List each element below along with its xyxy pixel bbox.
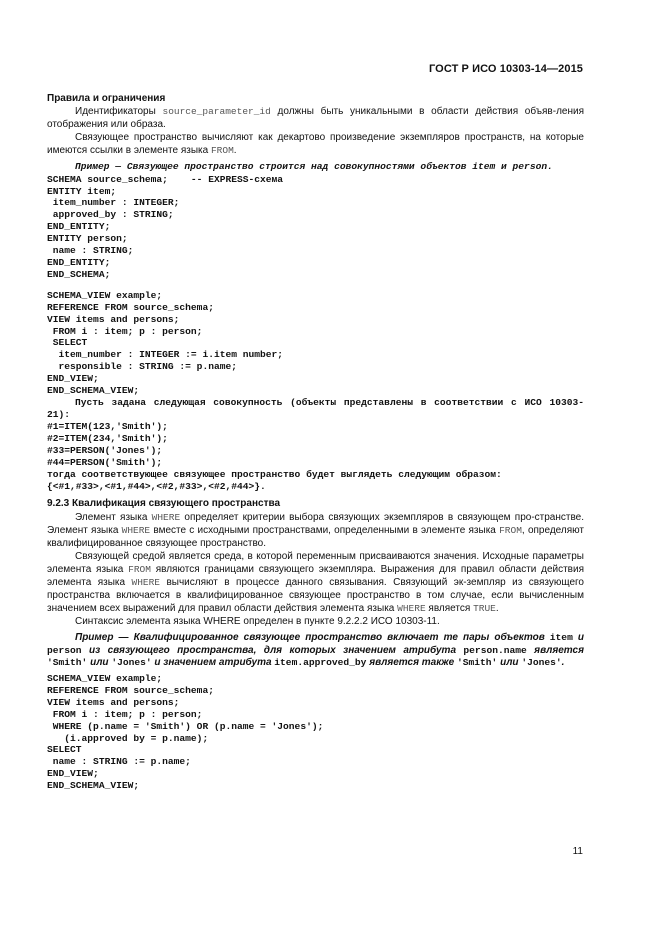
page-content — [47, 92, 584, 792]
subsection-heading: 9.2.3 Квалификация связующего пространства — [47, 498, 281, 510]
paragraph: Идентификаторы source_parameter_id должны быть уникальными в области действия объяв-ления отображения или образа. — [47, 106, 584, 131]
paragraph: Связующее пространство вычисляют как декартово произведение экземпляров пространств, на которые имеются ссылки в элементе языка FROM. — [47, 132, 584, 157]
example-2-intro: Пример — Квалифицированное связующее пространство включает те пары объектов item и person из связующего пространства, для которых значением атрибута person.name является 'Smith' или 'Jones' и значением атрибута item.approved_by является также 'Smith' или 'Jones'. — [47, 632, 584, 668]
example-intro: Пример — Связующее пространство строится над совокупностями объектов item и person. — [75, 161, 553, 173]
code-block-instances: #1=ITEM(123,'Smith'); #2=ITEM(234,'Smith'); #33=PERSON('Jones'); #44=PERSON('Smith'); — [47, 421, 168, 469]
code-block-qualified-view: SCHEMA_VIEW example; REFERENCE FROM source_schema; VIEW items and persons; FROM i : item; p : person; WHERE (p.name = 'Smith') OR (p.name = 'Jones'); (i.approved by = p.name); SELECT name : STRING := p.name; END_VIEW; END_SCHEMA_VIEW; — [47, 672, 324, 792]
example-result: {<#1,#33>,<#1,#44>,<#2,#33>,<#2,#44>}. — [47, 481, 266, 493]
example-result-intro: тогда соответствующее связующее пространство будет выглядеть следующим образом: — [47, 469, 502, 481]
page-number: 11 — [572, 846, 583, 857]
section-heading: Правила и ограничения — [47, 93, 166, 104]
paragraph: Синтаксис элемента языка WHERE определен в пункте 9.2.2.2 ИСО 10303-11. — [75, 616, 440, 628]
paragraph: Элемент языка WHERE определяет критерии выбора связующих экземпляров в связующем про-странстве. Элемент языка WHERE вместе с исходными пространствами, определенными в элементе языка FROM, определяют квалифицированное связующее пространство. — [47, 511, 584, 549]
example-given: Пусть задана следующая совокупность (объекты представлены в соответствии с ИСО 10303-21): — [47, 396, 584, 421]
page-header: ГОСТ Р ИСО 10303-14—2015 — [428, 63, 583, 75]
code-block-schema: SCHEMA source_schema; -- EXPRESS-схема ENTITY item; item_number : INTEGER; approved_by : STRING; END_ENTITY; ENTITY person; name : STRING; END_ENTITY; END_SCHEMA; — [47, 173, 284, 280]
code-block-view: SCHEMA_VIEW example; REFERENCE FROM source_schema; VIEW items and persons; FROM i : item; p : person; SELECT item_number : INTEGER := i.item number; responsible : STRING := p.name; END_VIEW; END_SCHEMA_VIEW; — [47, 289, 284, 397]
paragraph: Связующей средой является среда, в которой переменным присваиваются значения. Исходные параметры элемента языка FROM являются границами связующего экземпляра. Выражения для правил области действия элемента языка WHERE вычисляют в процессе данного связывания. Связующий эк-земпляр из связующего пространства включается в квалифицированное связующее пространство в том случае, если вычисленным значением всех выражений для правил области действия элемента языка WHERE является TRUE. — [47, 550, 584, 615]
